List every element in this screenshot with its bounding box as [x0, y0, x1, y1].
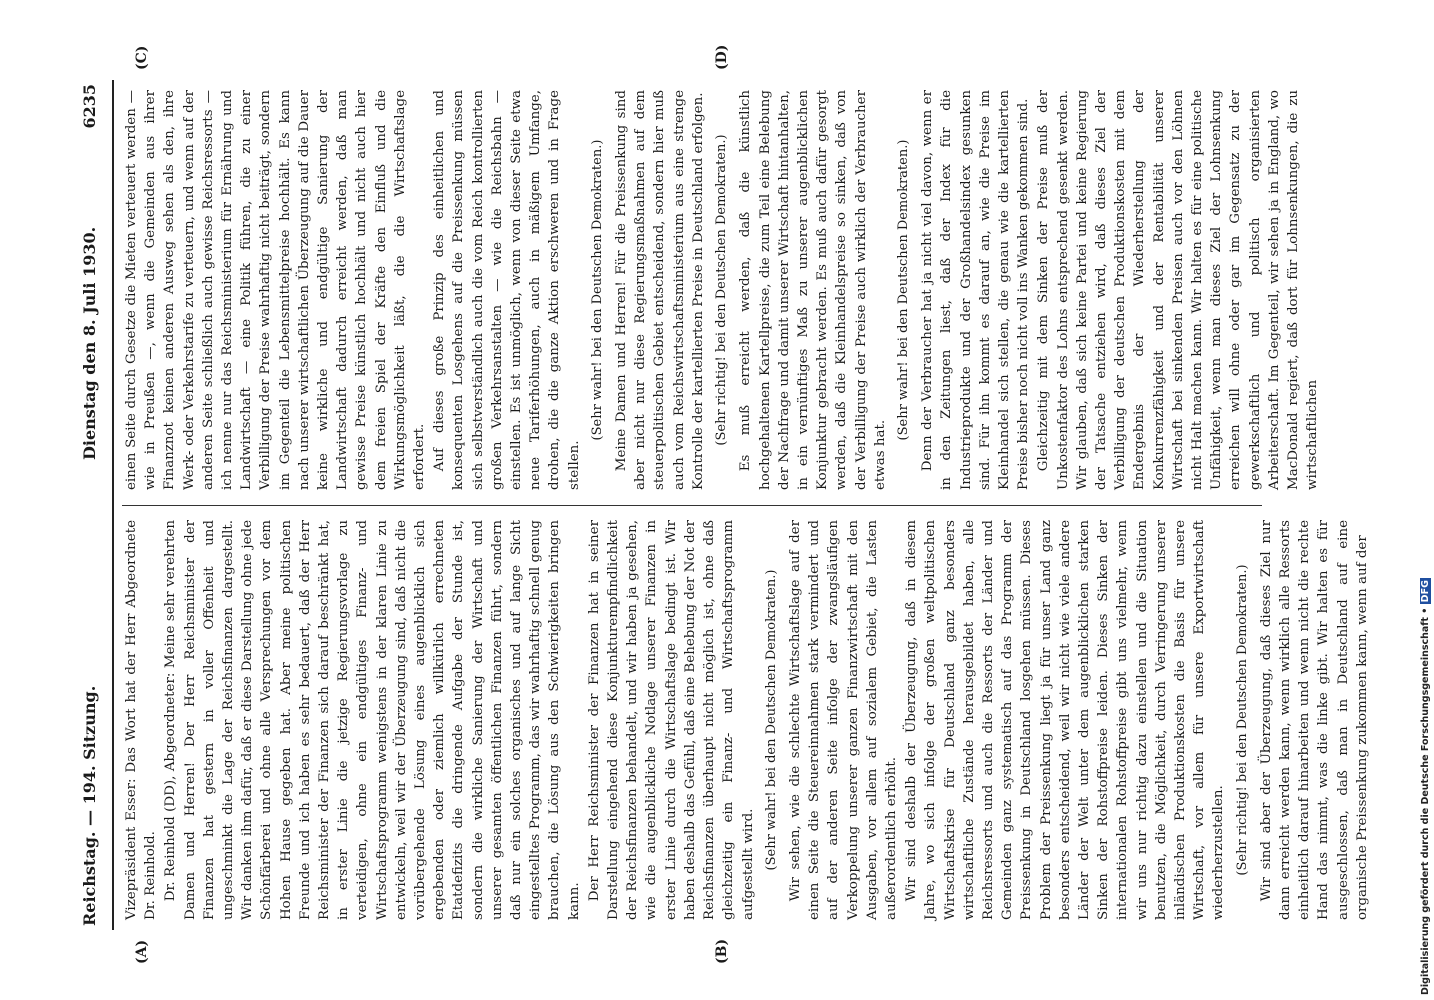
page-header [74, 80, 110, 930]
margin-marker-a: (A) [134, 939, 150, 964]
digitization-credit: Digitalisierung gefördert durch die Deutsche Forschungsgemeinschaft • DFG [1420, 580, 1431, 995]
interjection: (Sehr wahr! bei den Deutschen Demokraten.) [589, 139, 605, 441]
header-session: Reichstag. — 194. Sitzung. [80, 685, 99, 926]
right-column [122, 90, 1321, 490]
header-rule [112, 80, 114, 930]
paragraph: Vizepräsident Esser: Das Wort hat der Herr Abgeordnete Dr. Reinhold. [124, 520, 159, 920]
margin-marker-d: (D) [714, 44, 730, 70]
paragraph: einen Seite durch Gesetze die Mieten verteuert werden — wie in Preußen —, wenn die Gemeinden aus ihrer Finanznot keinen anderen Ausweg sehen als den, ihre Werk- oder Verkehrstarife zu verteuern, und wenn auf der anderen Seite schließlich auch gewisse Reichsressorts — ich nenne nur das Reichsministerium für Ernährung und Landwirtschaft — eine Politik führen, die zu einer Verbilligung der Preise wahrhaftig nicht beiträgt, sondern im Gegenteil die Lebensmittelpreise hochhält. Es kann nach unserer wirtschaftlichen Überzeugung auf die Dauer keine wirkliche und endgültige Sanierung der Landwirtschaft dadurch erreicht werden, daß man gewisse Preise künstlich hochhält und nicht auch hier dem freien Spiel der Kräfte den Einfluß und die Wirkungsmöglichkeit läßt, die die Wirtschaftslage erfordert. [124, 90, 428, 490]
interjection: (Sehr richtig! bei den Deutschen Demokraten.) [1234, 564, 1250, 876]
interjection: (Sehr wahr! bei den Deutschen Demokraten.) [895, 139, 911, 441]
paragraph: Der Herr Reichsminister der Finanzen hat in seiner Darstellung eingehend diese Konjunkturempfindlichkeit der Reichsfinanzen behandelt, und wir haben ja gesehen, wie die augenblickliche Notlage unserer Finanzen in erster Linie durch die Wirtschaftslage bedingt ist. Wir haben deshalb das Gefühl, daß eine Behebung der Not der Reichsfinanzen überhaupt nicht möglich ist, ohne daß gleichzeitig ein Finanz- und Wirtschaftsprogramm aufgestellt wird. [586, 520, 756, 920]
paragraph: Auf dieses große Prinzip des einheitlichen und konsequenten Losgehens auf die Preissenkung müssen sich selbstverständlich auch die vom Reich kontrollierten großen Verkehrsanstalten — wie die Reichsbahn — einstellen. Es ist unmöglich, wenn von dieser Seite etwa neue Tariferhöhungen, auch in mäßigem Umfange, drohen, die die ganze Aktion erschweren und in Frage stellen. [432, 90, 582, 490]
credit-text: Digitalisierung gefördert durch die Deutsche Forschungsgemeinschaft [1420, 617, 1431, 995]
rotated-page [74, 44, 1370, 964]
paragraph: Wir sind aber der Überzeugung, daß dieses Ziel nur dann erreicht werden kann, wenn wirklich alle Ressorts einheitlich darauf hinarbeiten und wenn nicht die rechte Hand das nimmt, was die linke gibt. Wir halten es für ausgeschlossen, daß man in Deutschland auf eine organische Preissenkung zukommen kann, wenn auf der [1258, 520, 1370, 920]
interjection: (Sehr richtig! bei den Deutschen Demokraten.) [714, 134, 730, 446]
margin-marker-c: (C) [134, 45, 150, 70]
paragraph: Wir sind deshalb der Überzeugung, daß in diesem Jahre, wo sich infolge der großen weltpolitischen Wirtschaftskrise für Deutschland ganz besonders wirtschaftliche Zustände herausgebildet haben, alle Reichsressorts und auch die Ressorts der Länder und Gemeinden ganz systematisch auf das Programm der Preissenkung in Deutschland losgehen müssen. Dieses Problem der Preissenkung liegt ja für unser Land ganz besonders entscheidend, weil wir nicht wie viele andere Länder der Welt unter dem augenblicklichen starken Sinken der Rohstoffpreise leiden. Dieses Sinken der internationalen Rohstoffpreise gibt uns vielmehr, wenn wir uns nur richtig dazu einstellen und die Situation benutzen, die Möglichkeit, durch Verringerung unserer inländischen Produktionskosten die Basis für unsere Wirtschaft, vor allem für unsere Exportwirtschaft wiederherzustellen. [904, 520, 1227, 920]
column-divider [122, 505, 1262, 506]
margin-marker-b: (B) [714, 938, 730, 964]
paragraph: Dr. Reinhold (DD), Abgeordneter: Meine sehr verehrten Damen und Herren! Der Herr Reichsminister der Finanzen hat gestern in voller Offenheit und ungeschminkt die Lage der Reichsfinanzen dargestellt. Wir danken ihm dafür, daß er diese Darstellung ohne jede Schönfärberei und ohne alle Versprechungen vor dem Hohen Hause gegeben hat. Aber meine politischen Freunde und ich haben es sehr bedauert, daß der Herr Reichsminister der Finanzen sich darauf beschränkt hat, in erster Linie die jetzige Regierungsvorlage zu verteidigen, ohne ein endgültiges Finanz- und Wirtschaftsprogramm wenigstens in der klaren Linie zu entwickeln, weil wir der Überzeugung sind, daß nicht die vorübergehende Lösung eines augenblicklich sich ergebenden oder ziemlich willkürlich errechneten Etatdefizits die dringende Aufgabe der Stunde ist, sondern die wirkliche Sanierung der Wirtschaft und unserer gesamten öffentlichen Finanzen führt, sondern daß nur ein solches organisches und auf lange Sicht eingestelltes Programm, das wir wahrhaftig schnell genug brauchen, die Lösung aus den Schwierigkeiten bringen kann. [163, 520, 582, 920]
page-number: 6235 [80, 84, 99, 129]
header-date: Dienstag den 8. Juli 1930. [80, 226, 99, 460]
left-column [122, 520, 1370, 920]
dfg-logo: DFG [1420, 580, 1431, 603]
paragraph: Gleichzeitig mit dem Sinken der Preise muß der Unkostenfaktor des Lohns entsprechend gesenkt werden. Wir glauben, daß sich keine Partei und keine Regierung der Tatsache entziehen wird, daß dieses Ziel der Verbilligung der deutschen Produktionskosten mit dem Endergebnis der Wiederherstellung der Konkurrenzfähigkeit und der Rentabilität unserer Wirtschaft bei sinkenden Preisen auch vor den Löhnen nicht Halt machen kann. Wir halten es für eine politische Unfähigkeit, wenn man dieses Ziel der Lohnsenkung erreichen will ohne oder gar im Gegensatz zu der gewerkschaftlich und politisch organisierten Arbeiterschaft. Im Gegenteil, wir sehen ja in England, wo MacDonald regiert, daß dort für Lohnsenkungen, die zu wirtschaftlichen [1036, 90, 1321, 490]
paragraph: Wir sehen, wie die schlechte Wirtschaftslage auf der einen Seite die Steuereinnahmen stark vermindert und auf der anderen Seite infolge der zwangsläufigen Verkoppelung unserer ganzen Finanzwirtschaft mit den Ausgaben, vor allem auf sozialem Gebiet, die Lasten außerordentlich erhöht. [787, 520, 899, 920]
paragraph: Es muß erreicht werden, daß die künstlich hochgehaltenen Kartellpreise, die zum Teil eine Belebung der Nachfrage und damit unserer Wirtschaft hintanhalten, in ein vernünftiges Maß zu unserer augenblicklichen Konjunktur gebracht werden. Es muß auch dafür gesorgt werden, daß die Kleinhandelspreise so sinken, daß von der Verbilligung der Preise auch wirklich der Verbraucher etwas hat. [738, 90, 888, 490]
interjection: (Sehr wahr! bei den Deutschen Demokraten.) [763, 569, 779, 871]
paragraph: Meine Damen und Herren! Für die Preissenkung sind aber nicht nur diese Regierungsmaßnahmen auf dem steuerpolitischen Gebiet entscheidend, sondern hier muß auch vom Reichswirtschaftsministerium aus eine strenge Kontrolle der kartellierten Preise in Deutschland erfolgen. [614, 90, 706, 490]
paragraph: Denn der Verbraucher hat ja nicht viel davon, wenn er in den Zeitungen liest, daß der Index für die Industrieprodukte und der Großhandelsindex gesunken sind. Für ihn kommt es darauf an, wie die Preise im Kleinhandel sich stellen, die genau wie die kartellierten Preise bisher noch nicht voll ins Wanken gekommen sind. [920, 90, 1032, 490]
